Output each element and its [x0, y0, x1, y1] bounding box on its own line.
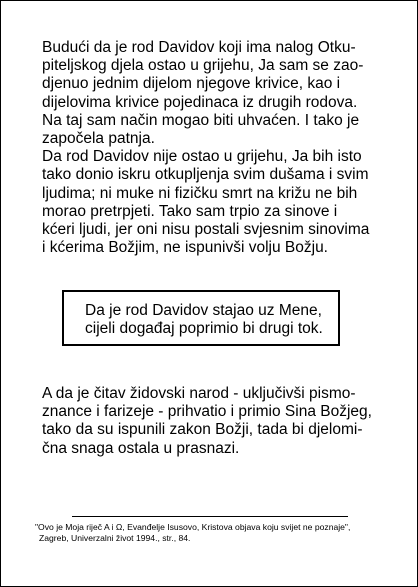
text-line: Da rod Davidov nije ostao u grijehu, Ja bih isto [42, 148, 362, 166]
text-line: tako da su ispunili zakon Božji, tada bi djelomi- [42, 421, 363, 439]
text-line: tako donio iskru otkupljenja svim dušama i svim [42, 166, 369, 184]
text-line: dijelovima krivice pojedinaca iz drugih rodova. [42, 93, 358, 111]
footnote-divider [72, 516, 348, 517]
text-line: Budući da je rod Davidov koji ima nalog Otku- [42, 39, 356, 56]
text-line: morao pretrpjeti. Tako sam trpio za sinove i [42, 202, 338, 220]
callout-line: Da je rod Davidov stajao uz Mene, [85, 302, 322, 319]
text-line: znance i farizeje - prihvatio i primio Sina Božjeg, [42, 403, 372, 421]
callout-line: cijeli događaj poprimio bi drugi tok. [85, 320, 323, 338]
footnote-publisher: Zagreb, Univerzalni život 1994., str., 84. [39, 533, 191, 543]
text-line: djenuo jednim dijelom njegove krivice, kao i [42, 75, 341, 93]
callout-box [62, 290, 340, 346]
text-line: čna snaga ostala u prasnazi. [42, 439, 240, 457]
text-line: piteljskog djela ostao u grijehu, Ja sam se zao- [42, 57, 364, 75]
text-line: ljudima; ni muke ni fizičku smrt na križu ne bih [42, 184, 358, 202]
text-line: kćeri ljudi, jer oni nisu postali svjesnim sinovima [42, 221, 370, 239]
footnote [35, 522, 395, 544]
text-line: započela patnja. [42, 130, 155, 148]
text-line: A da je čitav židovski narod - uključivši pismo- [42, 385, 356, 402]
body-paragraph-2 [42, 385, 387, 458]
footnote-citation: "Ovo je Moja riječ A i Ω, Evanđelje Isusovo, Kristova objava koju svijet ne poznaje", [35, 522, 351, 532]
text-line: i kćerima Božjim, ne ispunivši volju Božju. [42, 239, 328, 257]
body-paragraph-1 [42, 39, 387, 257]
text-line: Na taj sam način mogao biti uhvaćen. I tako je [42, 111, 360, 129]
